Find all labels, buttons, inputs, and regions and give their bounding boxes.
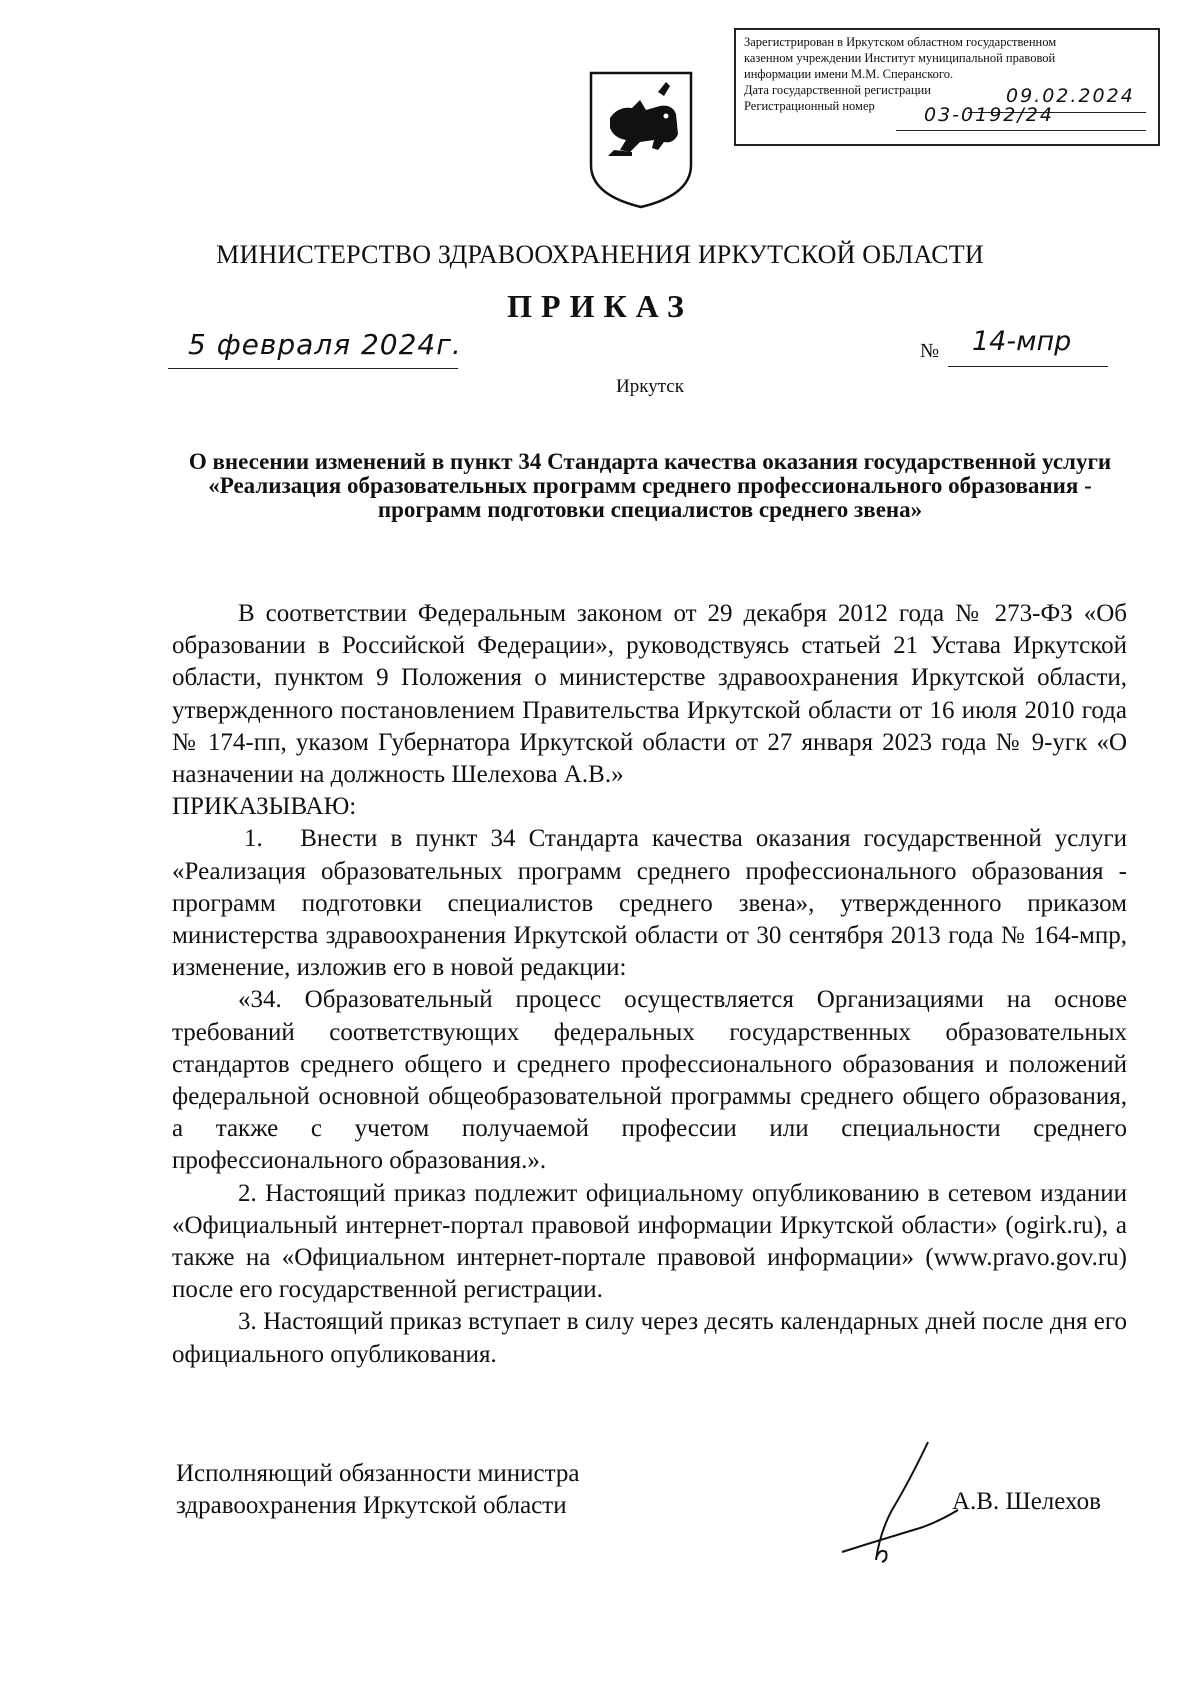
stamp-number-value: 03-0192/24 — [924, 104, 1054, 126]
stamp-date-label: Дата государственной регистрации — [744, 83, 931, 97]
stamp-line-3: информации имени М.М. Сперанского. — [744, 67, 954, 81]
stamp-number-label: Регистрационный номер — [744, 99, 875, 113]
item-2: 2. Настоящий приказ подлежит официальному опубликованию в сетевом издании «Официальный интернет-портал правовой информации Иркутской области» (ogirk.ru), а также на «Официальном интернет-портале правовой информации» (www.pravo.gov.ru) после его государственной регистрации. — [172, 1179, 1127, 1304]
stamp-number-underline — [896, 130, 1146, 131]
order-word: ПРИКАЗЫВАЮ: — [172, 793, 357, 821]
signer-position — [176, 1458, 579, 1522]
order-date: 5 февраля 2024г. — [188, 328, 462, 361]
item-3: 3. Настоящий приказ вступает в силу через десять календарных дней после дня его официального опубликования. — [172, 1308, 1127, 1368]
coat-of-arms-icon — [588, 70, 694, 210]
item-1: 1. Внести в пункт 34 Стандарта качества оказания государственной услуги «Реализация образовательных программ среднего профессионального образования - программ подготовки специалистов среднего звена», утвержденного приказом министерства здравоохранения Иркутской области от 30 сентября 2013 года № 164-мпр, изменение, изложив его в новой редакции: — [172, 825, 1127, 982]
number-label: № — [920, 340, 940, 362]
number-underline — [948, 366, 1108, 367]
date-underline — [168, 368, 458, 369]
stamp-line-2: казенном учреждении Институт муниципальной правовой — [744, 51, 1056, 65]
registration-stamp — [734, 28, 1160, 146]
stamp-date-value: 09.02.2024 — [1006, 85, 1135, 107]
preamble-paragraph: В соответствии Федеральным законом от 29 декабря 2012 года № 273-ФЗ «Об образовании в Российской Федерации», руководствуясь статьей 21 Устава Иркутской области, пунктом 9 Положения о министерстве здравоохранения Иркутской области, утвержденного постановлением Правительства Иркутской области от 16 июля 2010 года № 174-пп, указом Губернатора Иркутской области от 27 января 2023 года № 9-угк «О назначении на должность Шелехова А.В.» — [172, 600, 1127, 789]
item-1-quote: «34. Образовательный процесс осуществляется Организациями на основе требований соответствующих федеральных государственных образовательных стандартов среднего общего и среднего профессионального образования и положений федеральной основной общеобразовательной программы среднего общего образования, а также с учетом получаемой профессии или специальности среднего профессионального образования.». — [172, 986, 1127, 1175]
document-body — [172, 598, 1127, 1371]
signer-position-line-1: Исполняющий обязанности министра — [176, 1460, 580, 1487]
document-type: ПРИКАЗ — [507, 288, 693, 324]
handwritten-signature — [840, 1440, 960, 1565]
signer-name: А.В. Шелехов — [952, 1488, 1101, 1515]
document-title: О внесении изменений в пункт 34 Стандарта качества оказания государственной услуги «Реализация образовательных программ среднего профессионального образования - программ подготовки специалистов среднего звена» — [188, 449, 1112, 522]
order-number: 14-мпр — [972, 326, 1072, 357]
ministry-name: МИНИСТЕРСТВО ЗДРАВООХРАНЕНИЯ ИРКУТСКОЙ ОБЛАСТИ — [216, 240, 984, 269]
city: Иркутск — [616, 376, 684, 397]
stamp-line-1: Зарегистрирован в Иркутском областном государственном — [744, 35, 1057, 49]
signer-position-line-2: здравоохранения Иркутской области — [176, 1492, 567, 1519]
